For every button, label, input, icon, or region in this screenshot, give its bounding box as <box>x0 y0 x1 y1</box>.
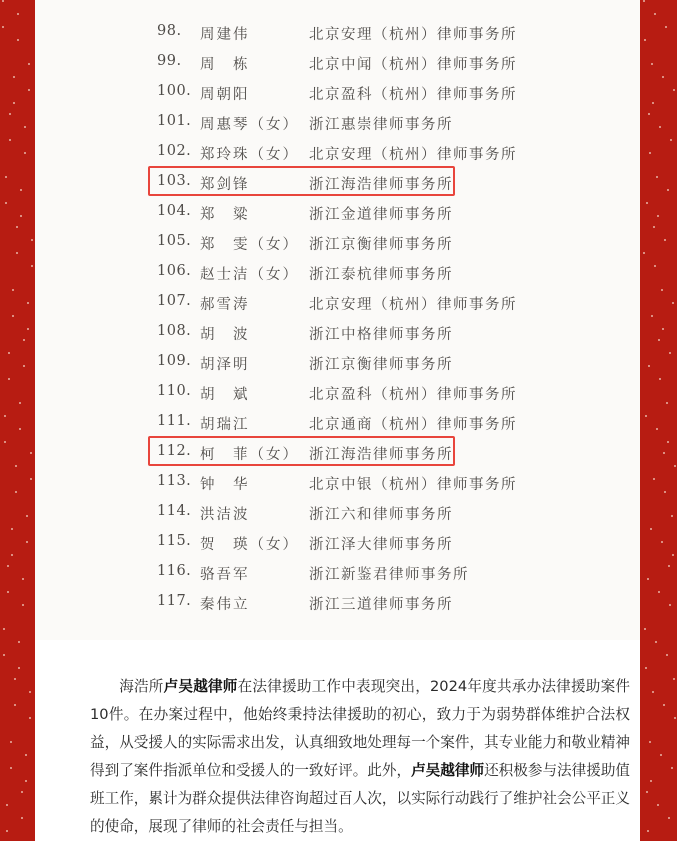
frame-speckle <box>664 491 666 493</box>
frame-speckle <box>4 415 6 417</box>
frame-speckle <box>671 767 673 769</box>
frame-speckle <box>26 541 28 543</box>
row-number: 101. <box>157 113 192 129</box>
row-number: 110. <box>157 383 192 399</box>
frame-speckle <box>663 704 665 706</box>
list-row <box>35 377 640 407</box>
list-row <box>35 17 640 47</box>
frame-speckle <box>652 691 654 693</box>
law-firm: 浙江惠崇律师事务所 <box>309 117 453 133</box>
frame-speckle <box>25 754 27 756</box>
frame-speckle <box>673 678 675 680</box>
frame-speckle <box>662 76 664 78</box>
list-row <box>35 527 640 557</box>
frame-speckle <box>666 402 668 404</box>
frame-speckle <box>643 252 645 254</box>
law-firm: 北京安理（杭州）律师事务所 <box>309 297 517 313</box>
frame-speckle <box>670 139 672 141</box>
frame-speckle <box>10 767 12 769</box>
frame-speckle <box>26 515 28 517</box>
frame-speckle <box>651 63 653 65</box>
row-number: 104. <box>157 203 192 219</box>
frame-speckle <box>647 578 649 580</box>
frame-speckle <box>30 452 32 454</box>
law-firm: 北京盈科（杭州）律师事务所 <box>309 387 517 403</box>
law-firm: 浙江泰杭律师事务所 <box>309 267 453 283</box>
row-number: 112. <box>157 443 192 459</box>
frame-speckle <box>668 817 670 819</box>
frame-speckle <box>674 717 676 719</box>
lawyer-name: 周惠琴（女） <box>200 117 299 133</box>
highlight-box <box>148 166 455 196</box>
row-number: 116. <box>157 563 192 579</box>
lawyer-name: 郝雪涛 <box>200 297 250 313</box>
frame-speckle <box>27 302 29 304</box>
lawyer-name: 周朝阳 <box>200 87 250 103</box>
lawyer-name: 郑玲珠（女） <box>200 147 299 163</box>
frame-speckle <box>6 830 8 832</box>
frame-speckle <box>661 541 663 543</box>
law-firm: 浙江海浩律师事务所 <box>309 447 453 463</box>
frame-speckle <box>15 491 17 493</box>
frame-speckle <box>662 328 664 330</box>
lawyer-name: 胡 斌 <box>200 387 250 403</box>
frame-speckle <box>649 741 651 743</box>
frame-speckle <box>648 113 650 115</box>
frame-speckle <box>31 265 33 267</box>
lawyer-name: 骆吾军 <box>200 567 250 583</box>
article-paragraph <box>90 673 630 841</box>
law-firm: 浙江京衡律师事务所 <box>309 357 453 373</box>
list-row <box>35 587 640 617</box>
frame-speckle <box>16 252 18 254</box>
lawyer-name: 洪洁波 <box>200 507 250 523</box>
frame-speckle <box>12 315 14 317</box>
frame-speckle <box>13 102 15 104</box>
left-red-border <box>0 0 35 841</box>
frame-speckle <box>674 465 676 467</box>
list-row <box>35 137 640 167</box>
frame-speckle <box>8 352 10 354</box>
frame-speckle <box>19 402 21 404</box>
lawyer-name: 胡瑞江 <box>200 417 250 433</box>
frame-speckle <box>15 465 17 467</box>
frame-speckle <box>14 678 16 680</box>
paragraph-body: 在法律援助工作中表现突出，2024年度共承办法律援助案件10件。在办案过程中，他始终秉持法律援助的初心，致力于为弱势群体维护合法权益，从受援人的实际需求出发，认真细致地处理每一个案件，其专业能力和敬业精神得到了案件指派单位和受援人的一致好评。此外， <box>90 677 630 779</box>
row-number: 115. <box>157 533 192 549</box>
frame-speckle <box>645 415 647 417</box>
frame-speckle <box>30 478 32 480</box>
frame-speckle <box>22 578 24 580</box>
list-row <box>35 227 640 257</box>
frame-speckle <box>7 591 9 593</box>
frame-speckle <box>18 641 20 643</box>
list-row <box>35 107 640 137</box>
frame-speckle <box>29 691 31 693</box>
paragraph-lead: 海浩所 <box>119 677 164 695</box>
frame-speckle <box>27 328 29 330</box>
frame-speckle <box>666 654 668 656</box>
frame-speckle <box>29 717 31 719</box>
lawyer-name: 郑 粱 <box>200 207 250 223</box>
frame-speckle <box>655 641 657 643</box>
frame-speckle <box>654 13 656 15</box>
frame-speckle <box>672 302 674 304</box>
frame-speckle <box>653 226 655 228</box>
law-firm: 北京安理（杭州）律师事务所 <box>309 27 517 43</box>
row-number: 98. <box>157 23 182 39</box>
list-row <box>35 287 640 317</box>
frame-speckle <box>646 202 648 204</box>
lawyer-name: 柯 菲（女） <box>200 447 299 463</box>
lawyer-name: 郑剑锋 <box>200 177 250 193</box>
law-firm: 浙江泽大律师事务所 <box>309 537 453 553</box>
row-number: 100. <box>157 83 192 99</box>
frame-speckle <box>657 804 659 806</box>
highlight-box <box>148 436 455 466</box>
lawyer-name: 秦伟立 <box>200 597 250 613</box>
paragraph-body-2: 还积极参与法律援助值班工作，累计为群众提供法律咨询超过百人次，以实际行动践行了维护社会公平正义的使命，展现了律师的社会责任与担当。 <box>90 761 631 835</box>
row-number: 117. <box>157 593 192 609</box>
frame-speckle <box>667 441 669 443</box>
frame-speckle <box>667 189 669 191</box>
frame-speckle <box>28 63 30 65</box>
lawyer-name: 周建伟 <box>200 27 250 43</box>
lawyer-name: 郑 雯（女） <box>200 237 299 253</box>
frame-speckle <box>649 152 651 154</box>
frame-speckle <box>20 189 22 191</box>
frame-speckle <box>21 791 23 793</box>
frame-speckle <box>657 215 659 217</box>
frame-speckle <box>9 139 11 141</box>
frame-speckle <box>656 176 658 178</box>
frame-speckle <box>648 365 650 367</box>
lawyer-name-bold: 卢吴越律师 <box>163 677 238 695</box>
law-firm: 浙江三道律师事务所 <box>309 597 453 613</box>
frame-speckle <box>652 102 654 104</box>
frame-speckle <box>643 0 645 2</box>
row-number: 109. <box>157 353 192 369</box>
lawyer-name-bold-2: 卢吴越律师 <box>411 761 485 779</box>
frame-speckle <box>28 89 30 91</box>
law-firm: 北京通商（杭州）律师事务所 <box>309 417 517 433</box>
lawyer-name: 胡 波 <box>200 327 250 343</box>
list-row <box>35 47 640 77</box>
law-firm: 北京安理（杭州）律师事务所 <box>309 147 517 163</box>
frame-speckle <box>8 378 10 380</box>
frame-speckle <box>645 667 647 669</box>
lawyer-name: 周 栋 <box>200 57 250 73</box>
frame-speckle <box>31 239 33 241</box>
frame-speckle <box>656 428 658 430</box>
frame-speckle <box>644 39 646 41</box>
list-row <box>35 557 640 587</box>
frame-speckle <box>669 604 671 606</box>
lawyer-name: 钟 华 <box>200 477 250 493</box>
frame-speckle <box>16 226 18 228</box>
row-number: 106. <box>157 263 192 279</box>
law-firm: 浙江新鉴君律师事务所 <box>309 567 469 583</box>
frame-speckle <box>18 667 20 669</box>
lawyer-name: 赵士洁（女） <box>200 267 299 283</box>
law-firm: 北京中银（杭州）律师事务所 <box>309 477 517 493</box>
frame-speckle <box>658 339 660 341</box>
frame-speckle <box>19 428 21 430</box>
list-row <box>35 467 640 497</box>
frame-speckle <box>23 365 25 367</box>
frame-speckle <box>14 704 16 706</box>
frame-speckle <box>11 528 13 530</box>
frame-speckle <box>644 628 646 630</box>
law-firm: 浙江京衡律师事务所 <box>309 237 453 253</box>
frame-speckle <box>651 315 653 317</box>
list-row <box>35 497 640 527</box>
frame-speckle <box>7 565 9 567</box>
frame-speckle <box>672 554 674 556</box>
frame-speckle <box>3 628 5 630</box>
row-number: 107. <box>157 293 192 309</box>
frame-speckle <box>650 780 652 782</box>
list-row <box>35 317 640 347</box>
frame-speckle <box>17 39 19 41</box>
frame-speckle <box>3 654 5 656</box>
frame-speckle <box>668 565 670 567</box>
frame-speckle <box>646 791 648 793</box>
frame-speckle <box>665 26 667 28</box>
list-row <box>35 407 640 437</box>
row-number: 103. <box>157 173 192 189</box>
list-row <box>35 197 640 227</box>
frame-speckle <box>17 13 19 15</box>
row-number: 111. <box>157 413 192 429</box>
frame-speckle <box>654 265 656 267</box>
law-firm: 北京盈科（杭州）律师事务所 <box>309 87 517 103</box>
frame-speckle <box>24 126 26 128</box>
frame-speckle <box>650 528 652 530</box>
list-row <box>35 257 640 287</box>
frame-speckle <box>2 26 4 28</box>
frame-speckle <box>22 604 24 606</box>
frame-speckle <box>663 452 665 454</box>
row-number: 99. <box>157 53 182 69</box>
list-row <box>35 347 640 377</box>
frame-speckle <box>660 754 662 756</box>
frame-speckle <box>673 89 675 91</box>
lawyer-name: 胡泽明 <box>200 357 250 373</box>
frame-speckle <box>5 176 7 178</box>
frame-speckle <box>659 126 661 128</box>
frame-speckle <box>647 830 649 832</box>
frame-speckle <box>12 289 14 291</box>
frame-speckle <box>5 202 7 204</box>
law-firm: 浙江六和律师事务所 <box>309 507 453 523</box>
list-row <box>35 77 640 107</box>
frame-speckle <box>9 113 11 115</box>
frame-speckle <box>11 554 13 556</box>
frame-speckle <box>25 780 27 782</box>
frame-speckle <box>659 378 661 380</box>
frame-speckle <box>21 817 23 819</box>
frame-speckle <box>2 0 4 2</box>
row-number: 108. <box>157 323 192 339</box>
row-number: 113. <box>157 473 192 489</box>
article-paper <box>35 0 640 841</box>
law-firm: 浙江海浩律师事务所 <box>309 177 453 193</box>
frame-speckle <box>664 239 666 241</box>
law-firm: 北京中闻（杭州）律师事务所 <box>309 57 517 73</box>
law-firm: 浙江中格律师事务所 <box>309 327 453 343</box>
frame-speckle <box>10 741 12 743</box>
lawyer-name: 贺 瑛（女） <box>200 537 299 553</box>
frame-speckle <box>23 339 25 341</box>
frame-speckle <box>6 804 8 806</box>
frame-speckle <box>13 76 15 78</box>
frame-speckle <box>653 478 655 480</box>
frame-speckle <box>20 215 22 217</box>
law-firm: 浙江金道律师事务所 <box>309 207 453 223</box>
row-number: 114. <box>157 503 192 519</box>
row-number: 102. <box>157 143 192 159</box>
scanned-list-image <box>35 0 640 640</box>
frame-speckle <box>661 289 663 291</box>
frame-speckle <box>658 591 660 593</box>
frame-speckle <box>671 515 673 517</box>
frame-speckle <box>24 152 26 154</box>
frame-speckle <box>669 352 671 354</box>
frame-speckle <box>4 441 6 443</box>
row-number: 105. <box>157 233 192 249</box>
